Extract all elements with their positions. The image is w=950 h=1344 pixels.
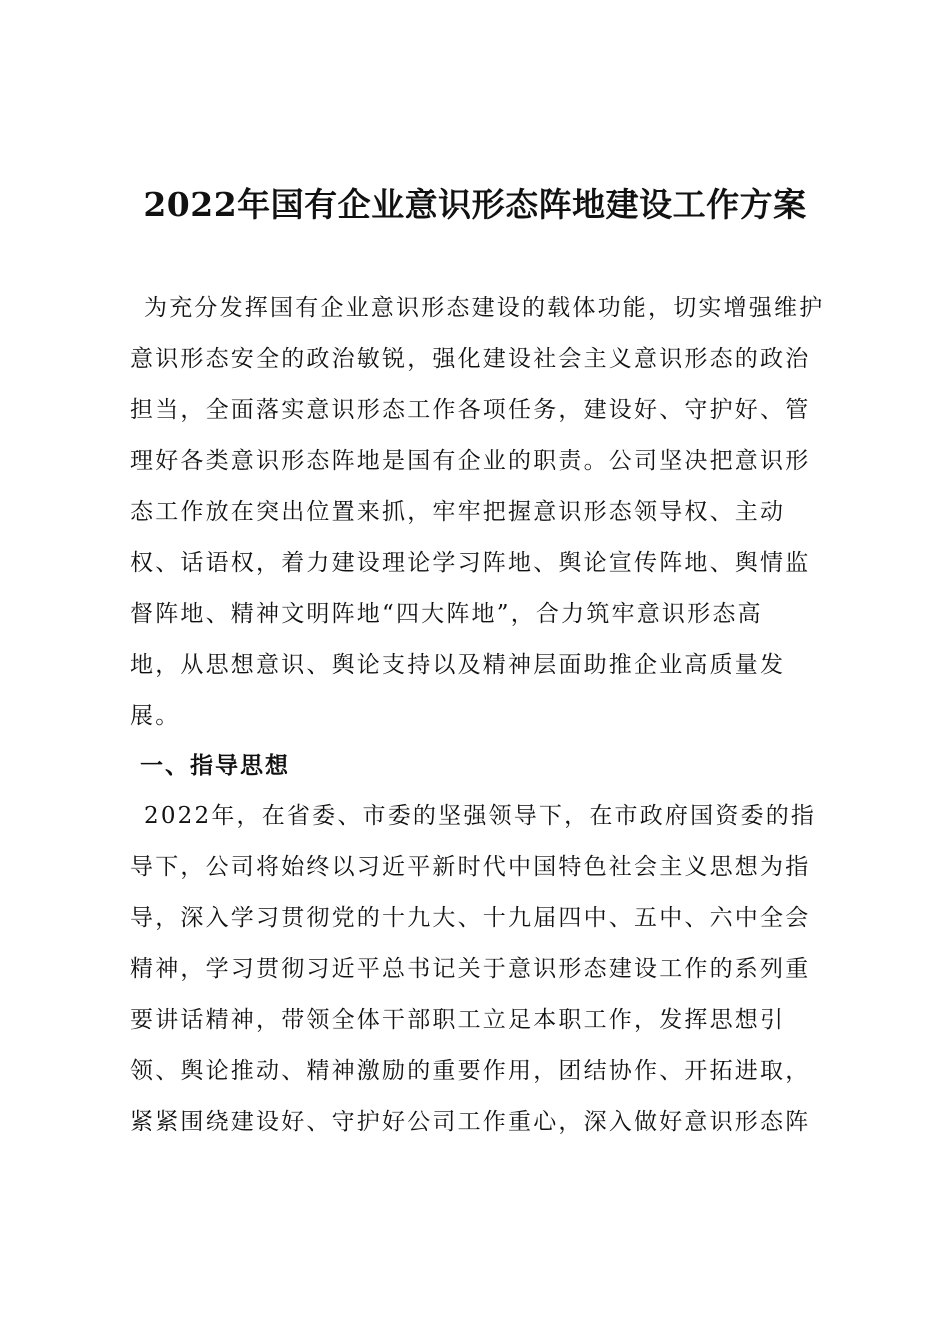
paragraph-line: 要讲话精神，带领全体干部职工立足本职工作，发挥思想引 bbox=[130, 1007, 786, 1033]
paragraph-line: 导，深入学习贯彻党的十九大、十九届四中、五中、六中全会 bbox=[130, 905, 811, 931]
paragraph-line: 精神，学习贯彻习近平总书记关于意识形态建设工作的系列重 bbox=[130, 956, 811, 982]
paragraph-line: 理好各类意识形态阵地是国有企业的职责。公司坚决把意识形 bbox=[130, 448, 811, 474]
intro-paragraph bbox=[130, 283, 825, 742]
section-heading-guiding-ideology: 一、指导思想 bbox=[140, 752, 290, 779]
paragraph-line: 导下，公司将始终以习近平新时代中国特色社会主义思想为指 bbox=[130, 854, 811, 880]
paragraph-line: 领、舆论推动、精神激励的重要作用，团结协作、开拓进取， bbox=[130, 1058, 811, 1084]
paragraph-line: 为充分发挥国有企业意识形态建设的载体功能，切实增强维护 bbox=[144, 295, 825, 321]
paragraph-line: 意识形态安全的政治敏锐，强化建设社会主义意识形态的政治 bbox=[130, 346, 811, 372]
paragraph-line: 督阵地、精神文明阵地“四大阵地”，合力筑牢意识形态高 bbox=[130, 601, 763, 627]
guiding-ideology-paragraph bbox=[130, 791, 820, 1148]
paragraph-line: 2022年，在省委、市委的坚强领导下，在市政府国资委的指 bbox=[144, 803, 817, 829]
paragraph-line: 紧紧围绕建设好、守护好公司工作重心，深入做好意识形态阵 bbox=[130, 1109, 811, 1135]
paragraph-line: 权、话语权，着力建设理论学习阵地、舆论宣传阵地、舆情监 bbox=[130, 550, 811, 576]
document-title: 2022年国有企业意识形态阵地建设工作方案 bbox=[143, 185, 807, 224]
paragraph-line: 地，从思想意识、舆论支持以及精神层面助推企业高质量发 bbox=[130, 652, 786, 678]
paragraph-line: 担当，全面落实意识形态工作各项任务，建设好、守护好、管 bbox=[130, 397, 811, 423]
paragraph-line: 展。 bbox=[130, 703, 181, 729]
paragraph-line: 态工作放在突出位置来抓，牢牢把握意识形态领导权、主动 bbox=[130, 499, 786, 525]
